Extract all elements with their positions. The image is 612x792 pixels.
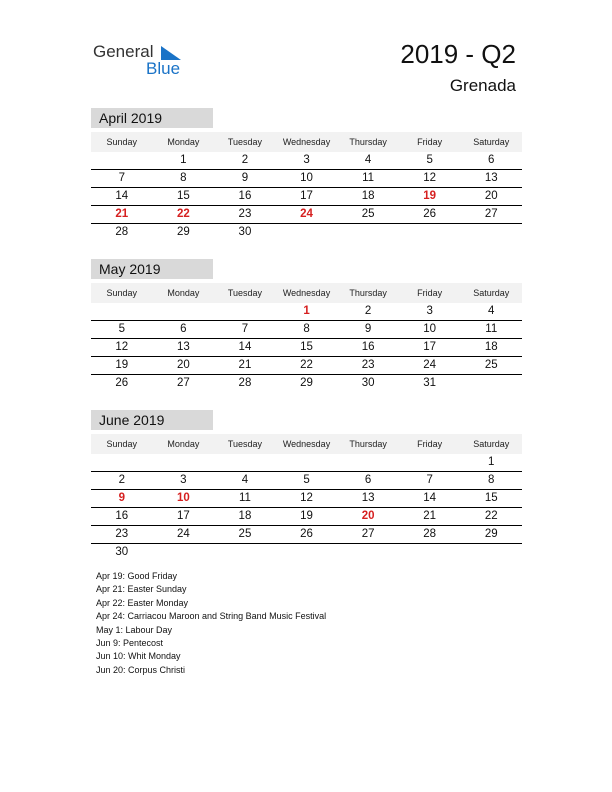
day-cell	[153, 454, 215, 471]
day-cell: 20	[361, 510, 375, 522]
day-cell: 18	[238, 510, 252, 522]
week-row	[91, 544, 522, 561]
week-row	[91, 490, 522, 508]
weekday-sunday: Sunday	[106, 137, 138, 147]
day-cell: 12	[300, 492, 313, 504]
month-may	[91, 259, 522, 392]
day-cell	[214, 303, 276, 320]
day-cell	[91, 303, 153, 320]
day-cell: 28	[423, 528, 437, 540]
day-cell: 2	[241, 154, 249, 166]
day-cell: 9	[118, 492, 125, 504]
day-cell: 18	[361, 190, 375, 202]
day-cell: 10	[176, 492, 190, 504]
day-cell: 16	[361, 341, 375, 353]
day-cell: 2	[364, 305, 372, 317]
day-cell: 3	[180, 474, 187, 486]
day-cell: 27	[484, 208, 498, 220]
day-cell: 16	[115, 510, 129, 522]
day-cell: 23	[238, 208, 252, 220]
day-cell: 28	[238, 377, 252, 389]
day-cell: 21	[115, 208, 129, 220]
day-cell: 28	[115, 226, 129, 238]
day-cell: 22	[484, 510, 498, 522]
day-cell: 10	[300, 172, 313, 184]
day-cell: 11	[362, 172, 375, 184]
day-cell: 21	[238, 359, 252, 371]
holiday-note: Apr 24: Carriacou Maroon and String Band Music Festival	[96, 611, 327, 622]
day-cell: 14	[115, 190, 129, 202]
weekday-thursday: Thursday	[349, 439, 387, 449]
month-grid	[91, 152, 522, 241]
day-cell	[460, 544, 522, 561]
weekday-thursday: Thursday	[349, 288, 387, 298]
day-cell	[337, 454, 399, 471]
day-cell: 15	[484, 492, 498, 504]
logo-general-text: General	[93, 42, 154, 61]
day-cell: 25	[484, 359, 498, 371]
holiday-note: Apr 19: Good Friday	[96, 571, 178, 581]
day-cell: 1	[488, 456, 495, 468]
holiday-note: Apr 22: Easter Monday	[96, 597, 189, 608]
week-row	[91, 188, 522, 206]
day-cell: 17	[300, 190, 313, 202]
day-cell: 12	[115, 341, 129, 353]
day-cell: 7	[426, 474, 433, 486]
day-cell: 22	[300, 359, 313, 371]
weekday-friday: Friday	[417, 439, 443, 449]
day-cell: 15	[300, 341, 313, 353]
weekday-wednesday: Wednesday	[282, 288, 331, 298]
week-row	[91, 224, 522, 241]
day-cell: 11	[485, 323, 498, 335]
day-cell	[337, 224, 399, 241]
page-title: 2019 - Q2	[400, 39, 516, 69]
month-label: May 2019	[91, 259, 213, 279]
day-cell: 19	[423, 190, 437, 202]
holiday-note: Jun 9: Pentecost	[96, 638, 164, 649]
day-cell	[399, 224, 461, 241]
day-cell: 21	[423, 510, 437, 522]
day-cell	[276, 544, 338, 561]
day-cell: 24	[300, 208, 313, 220]
day-cell: 6	[488, 154, 495, 166]
day-cell: 23	[361, 359, 375, 371]
day-cell: 10	[423, 323, 437, 335]
holiday-notes	[96, 570, 326, 677]
week-row	[91, 526, 522, 544]
weekday-sunday: Sunday	[106, 439, 138, 449]
weekday-tuesday: Tuesday	[227, 288, 263, 298]
day-cell: 8	[303, 323, 310, 335]
week-row	[91, 357, 522, 375]
day-cell	[276, 454, 338, 471]
weekday-friday: Friday	[417, 137, 443, 147]
logo	[93, 42, 193, 78]
weekday-sunday: Sunday	[106, 288, 138, 298]
month-june	[91, 410, 522, 561]
weekday-friday: Friday	[417, 288, 443, 298]
weekday-thursday: Thursday	[349, 137, 387, 147]
holiday-note: Jun 20: Corpus Christi	[96, 664, 186, 675]
day-cell: 1	[303, 305, 310, 317]
day-cell	[214, 454, 276, 471]
day-cell: 11	[238, 492, 251, 504]
week-row	[91, 339, 522, 357]
month-april	[91, 108, 522, 241]
day-cell: 30	[115, 546, 129, 558]
day-cell: 24	[423, 359, 437, 371]
day-cell: 29	[484, 528, 498, 540]
day-cell: 24	[176, 528, 190, 540]
weekday-wednesday: Wednesday	[282, 137, 331, 147]
day-cell: 25	[238, 528, 252, 540]
day-cell	[399, 454, 461, 471]
day-cell: 20	[176, 359, 190, 371]
day-cell: 12	[423, 172, 437, 184]
week-row	[91, 152, 522, 170]
weekday-monday: Monday	[167, 137, 200, 147]
week-row	[91, 508, 522, 526]
weekday-saturday: Saturday	[473, 288, 510, 298]
day-cell: 6	[364, 474, 372, 486]
day-cell	[460, 224, 522, 241]
day-cell: 13	[176, 341, 190, 353]
day-cell: 14	[423, 492, 437, 504]
logo-blue-text: Blue	[146, 59, 181, 78]
day-cell: 20	[484, 190, 498, 202]
weekday-header	[91, 434, 522, 454]
day-cell: 26	[300, 528, 313, 540]
day-cell	[460, 375, 522, 392]
day-cell: 19	[300, 510, 313, 522]
holiday-note: May 1: Labour Day	[96, 624, 173, 635]
day-cell: 25	[361, 208, 375, 220]
weekday-saturday: Saturday	[473, 439, 510, 449]
day-cell: 5	[118, 323, 125, 335]
day-cell	[276, 224, 338, 241]
day-cell	[214, 544, 276, 561]
day-cell: 6	[180, 323, 187, 335]
day-cell: 9	[364, 323, 372, 335]
day-cell: 23	[115, 528, 129, 540]
day-cell: 8	[180, 172, 187, 184]
day-cell: 13	[361, 492, 375, 504]
day-cell: 17	[423, 341, 437, 353]
month-grid	[91, 303, 522, 392]
week-row	[91, 454, 522, 472]
day-cell: 27	[361, 528, 375, 540]
day-cell: 3	[426, 305, 433, 317]
day-cell	[91, 454, 153, 471]
weekday-monday: Monday	[167, 439, 200, 449]
weekday-header	[91, 283, 522, 303]
day-cell: 30	[238, 226, 252, 238]
country-name: Grenada	[449, 76, 516, 95]
holiday-note: Apr 21: Easter Sunday	[96, 584, 187, 595]
day-cell: 3	[303, 154, 310, 166]
day-cell: 5	[303, 474, 310, 486]
holiday-note: Jun 10: Whit Monday	[96, 651, 181, 662]
month-label: April 2019	[91, 108, 213, 128]
day-cell: 5	[426, 154, 433, 166]
day-cell: 14	[238, 341, 252, 353]
day-cell: 22	[176, 208, 190, 220]
month-grid	[91, 454, 522, 561]
weekday-monday: Monday	[167, 288, 200, 298]
weekday-header	[91, 132, 522, 152]
day-cell: 30	[361, 377, 375, 389]
week-row	[91, 472, 522, 490]
day-cell	[153, 544, 215, 561]
logo-flag-icon	[161, 46, 181, 60]
day-cell: 4	[241, 474, 249, 486]
day-cell: 19	[115, 359, 129, 371]
day-cell: 2	[118, 474, 125, 486]
month-label: June 2019	[91, 410, 213, 430]
day-cell: 31	[423, 377, 437, 389]
day-cell: 1	[180, 154, 187, 166]
weekday-saturday: Saturday	[473, 137, 510, 147]
day-cell: 13	[484, 172, 498, 184]
week-row	[91, 170, 522, 188]
weekday-tuesday: Tuesday	[227, 137, 263, 147]
day-cell: 27	[176, 377, 190, 389]
day-cell: 15	[176, 190, 190, 202]
day-cell	[91, 152, 153, 169]
day-cell: 16	[238, 190, 252, 202]
day-cell: 18	[484, 341, 498, 353]
day-cell: 9	[241, 172, 249, 184]
day-cell: 17	[176, 510, 190, 522]
day-cell: 26	[115, 377, 129, 389]
day-cell: 4	[488, 305, 495, 317]
day-cell: 26	[423, 208, 437, 220]
day-cell: 7	[241, 323, 249, 335]
weekday-wednesday: Wednesday	[282, 439, 331, 449]
week-row	[91, 206, 522, 224]
day-cell: 7	[118, 172, 125, 184]
day-cell: 29	[176, 226, 190, 238]
week-row	[91, 375, 522, 392]
day-cell	[153, 303, 215, 320]
day-cell	[337, 544, 399, 561]
week-row	[91, 303, 522, 321]
weekday-tuesday: Tuesday	[227, 439, 263, 449]
week-row	[91, 321, 522, 339]
day-cell: 8	[488, 474, 495, 486]
day-cell: 29	[300, 377, 313, 389]
day-cell	[399, 544, 461, 561]
day-cell: 4	[364, 154, 372, 166]
